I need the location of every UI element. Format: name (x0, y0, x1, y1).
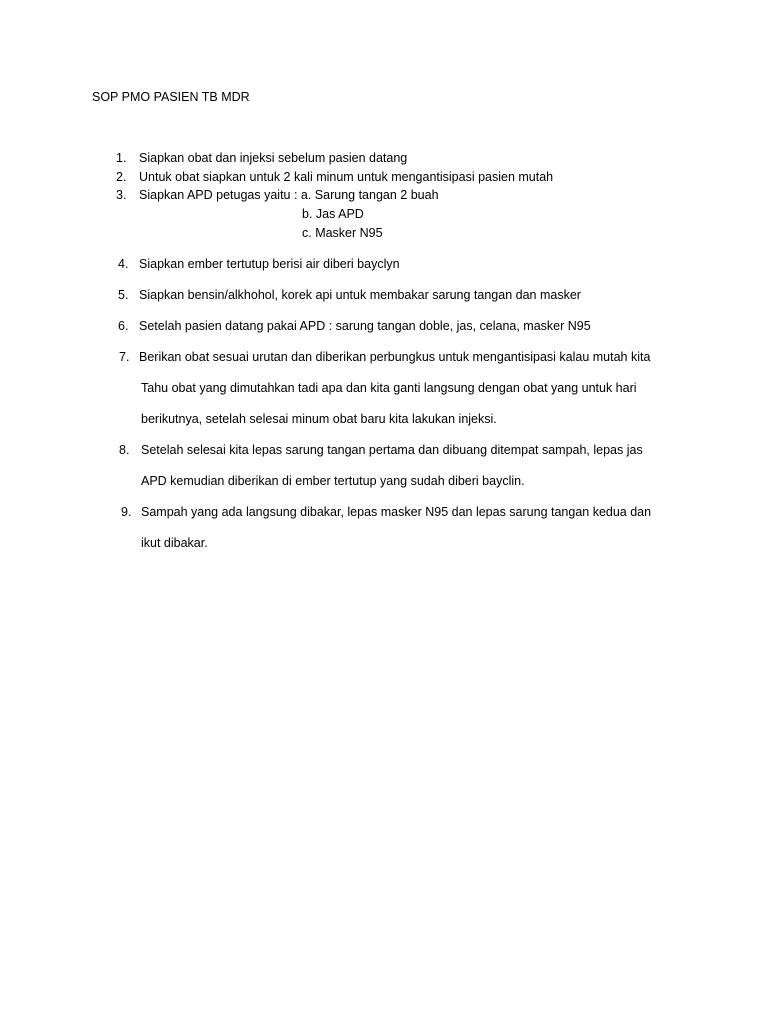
item-9-line-2: ikut dibakar. (141, 536, 208, 550)
item-8-line-2: APD kemudian diberikan di ember tertutup yang sudah diberi bayclin. (141, 474, 525, 488)
item-7-line-2: Tahu obat yang dimutahkan tadi apa dan kita ganti langsung dengan obat yang untuk hari (141, 381, 637, 395)
item-7-number: 7. (119, 350, 130, 364)
item-9-number: 9. (121, 505, 132, 519)
item-7-line-3: berikutnya, setelah selesai minum obat baru kita lakukan injeksi. (141, 412, 497, 426)
item-6-number: 6. (118, 319, 129, 333)
item-2-text: Untuk obat siapkan untuk 2 kali minum untuk mengantisipasi pasien mutah (139, 170, 554, 184)
item-5-text: Siapkan bensin/alkhohol, korek api untuk membakar sarung tangan dan masker (139, 288, 581, 302)
item-8-number: 8. (119, 443, 130, 457)
item-1-text: Siapkan obat dan injeksi sebelum pasien datang (139, 151, 408, 165)
item-1-number: 1. (116, 151, 127, 165)
item-4-text: Siapkan ember tertutup berisi air diberi bayclyn (139, 257, 400, 271)
item-3-sub-b: b. Jas APD (302, 207, 364, 221)
document-title: SOP PMO PASIEN TB MDR (92, 90, 250, 104)
item-9-line-1: Sampah yang ada langsung dibakar, lepas masker N95 dan lepas sarung tangan kedua dan (141, 505, 652, 519)
item-5-number: 5. (118, 288, 129, 302)
item-2-number: 2. (116, 170, 127, 184)
item-3-text: Siapkan APD petugas yaitu : a. Sarung tangan 2 buah (139, 188, 439, 202)
item-4-number: 4. (118, 257, 129, 271)
item-3-number: 3. (116, 188, 127, 202)
item-8-line-1: Setelah selesai kita lepas sarung tangan pertama dan dibuang ditempat sampah, lepas jas (141, 443, 643, 457)
item-6-text: Setelah pasien datang pakai APD : sarung tangan doble, jas, celana, masker N95 (139, 319, 591, 333)
item-3-sub-c: c. Masker N95 (302, 226, 383, 240)
item-7-line-1: Berikan obat sesuai urutan dan diberikan perbungkus untuk mengantisipasi kalau mutah kita (139, 350, 651, 364)
